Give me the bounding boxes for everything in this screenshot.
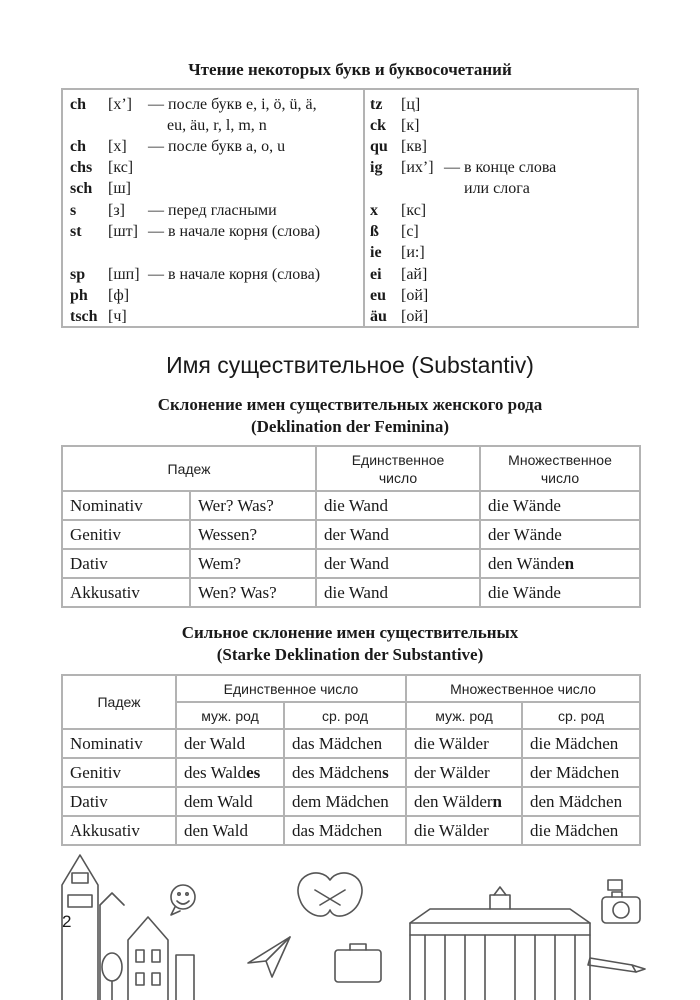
- letter: x: [370, 202, 378, 219]
- sound: [ой]: [401, 308, 429, 325]
- sg-neut: [284, 729, 406, 758]
- sg-masc-text: den Wald: [184, 820, 248, 840]
- sound: [шт]: [108, 223, 138, 240]
- camera-icon: [602, 880, 640, 923]
- strong-table: [61, 674, 641, 846]
- feminine-table: [61, 445, 641, 608]
- header-plural-masc: муж. род: [406, 702, 522, 729]
- pl-masc-text: der Wälder: [414, 762, 490, 782]
- case-name: Dativ: [62, 787, 176, 816]
- singular-form: der Wand: [316, 549, 480, 578]
- sound: [х’]: [108, 96, 132, 113]
- section-title: Имя существительное (Substantiv): [166, 352, 534, 378]
- pl-masc: [406, 787, 522, 816]
- letter: sp: [70, 266, 86, 283]
- pl-masc-text: die Wälder: [414, 733, 489, 753]
- case-question: Wen? Was?: [190, 578, 316, 607]
- sg-masc: [176, 729, 284, 758]
- letter: qu: [370, 138, 388, 155]
- pl-masc: [406, 758, 522, 787]
- sound: [их’]: [401, 159, 434, 176]
- letter: ei: [370, 266, 382, 283]
- tree-icon: [102, 953, 122, 1000]
- letter: tsch: [70, 308, 98, 325]
- church-icon: [128, 917, 194, 1000]
- letter: st: [70, 223, 82, 240]
- plural-form-text: die Wände: [488, 582, 561, 602]
- reading-title: Чтение некоторых букв и буквосочетаний: [188, 60, 512, 79]
- pl-masc-ending: n: [492, 791, 502, 811]
- sound: [шп]: [108, 266, 140, 283]
- singular-form: die Wand: [316, 491, 480, 520]
- sound: [х]: [108, 138, 127, 155]
- case-name: Dativ: [62, 549, 190, 578]
- singular-form: die Wand: [316, 578, 480, 607]
- sound: [кс]: [401, 202, 427, 219]
- reading-divider: [363, 90, 365, 326]
- sound: [кс]: [108, 159, 134, 176]
- brandenburg-gate-icon: [410, 887, 590, 1000]
- table-row: [62, 549, 640, 578]
- letter: ig: [370, 159, 383, 176]
- table-row: [62, 816, 640, 845]
- sg-masc-text: dem Wald: [184, 791, 253, 811]
- sound: [ой]: [401, 287, 429, 304]
- note: — в начале корня (слова): [148, 266, 321, 283]
- sg-neut-text: dem Mädchen: [292, 791, 389, 811]
- letter: sch: [70, 180, 93, 197]
- case-name: Akkusativ: [62, 816, 176, 845]
- sound: [з]: [108, 202, 125, 219]
- table-row: [62, 491, 640, 520]
- page-number: 2: [62, 912, 72, 931]
- sound: [ч]: [108, 308, 127, 325]
- pl-masc: [406, 729, 522, 758]
- plural-form-text: der Wände: [488, 524, 562, 544]
- header-plural-neut: ср. род: [522, 702, 640, 729]
- sound: [ай]: [401, 266, 428, 283]
- case-name: Genitiv: [62, 758, 176, 787]
- table-row: [62, 787, 640, 816]
- strong-title-line2: (Starke Deklination der Substantive): [216, 645, 484, 664]
- header-singular: Единственное число: [176, 675, 406, 702]
- sg-masc: [176, 816, 284, 845]
- case-question: Wem?: [190, 549, 316, 578]
- plural-form-text: den Wände: [488, 553, 565, 573]
- header-case: Падеж: [62, 675, 176, 729]
- header-case: Падеж: [62, 446, 316, 491]
- pl-neut: der Mädchen: [522, 758, 640, 787]
- pl-masc: [406, 816, 522, 845]
- letter: ph: [70, 287, 88, 304]
- sg-neut: [284, 758, 406, 787]
- paper-plane-icon: [248, 937, 290, 977]
- pencil-icon: [588, 958, 645, 972]
- letter: äu: [370, 308, 387, 325]
- sg-neut-text: des Mädchen: [292, 762, 383, 782]
- sg-neut-ending: s: [382, 762, 389, 782]
- strong-title-line1: Сильное склонение имен существительных: [181, 623, 519, 642]
- pl-masc-text: die Wälder: [414, 820, 489, 840]
- letter: ch: [70, 138, 86, 155]
- singular-form: der Wand: [316, 520, 480, 549]
- sg-masc-text: des Wald: [184, 762, 247, 782]
- sg-masc-ending: es: [246, 762, 261, 782]
- sound: [к]: [401, 117, 420, 134]
- table-row: [62, 578, 640, 607]
- plural-ending: n: [564, 553, 575, 573]
- sound: [ц]: [401, 96, 421, 113]
- letter: chs: [70, 159, 93, 176]
- feminine-title-line2: (Deklination der Feminina): [250, 417, 450, 436]
- plural-form: [480, 491, 640, 520]
- sound: [ф]: [108, 287, 130, 304]
- case-name: Nominativ: [62, 729, 176, 758]
- header-singular-neut: ср. род: [284, 702, 406, 729]
- letter: ch: [70, 96, 86, 113]
- letter: tz: [370, 96, 383, 113]
- header-plural: Множественное число: [480, 446, 640, 491]
- letter: eu: [370, 287, 386, 304]
- letter: ck: [370, 117, 386, 134]
- sound: [с]: [401, 223, 419, 240]
- sg-neut: [284, 787, 406, 816]
- plural-form: [480, 520, 640, 549]
- case-name: Nominativ: [62, 491, 190, 520]
- note: — в конце слова: [444, 159, 557, 176]
- case-question: Wessen?: [190, 520, 316, 549]
- reading-table: [61, 88, 639, 328]
- header-singular: Единственное число: [316, 446, 480, 491]
- note: — перед гласными: [148, 202, 277, 219]
- letter: ß: [370, 223, 379, 240]
- note-continued: eu, äu, r, l, m, n: [167, 117, 267, 134]
- plural-form-text: die Wände: [488, 495, 561, 515]
- sound: [кв]: [401, 138, 427, 155]
- feminine-title-line1: Склонение имен существительных женского рода: [157, 395, 543, 414]
- pl-neut: den Mädchen: [522, 787, 640, 816]
- smiley-icon: [171, 885, 195, 915]
- letter: s: [70, 202, 77, 219]
- pl-neut: die Mädchen: [522, 729, 640, 758]
- sg-masc: [176, 758, 284, 787]
- pretzel-icon: [298, 873, 362, 916]
- pl-neut: die Mädchen: [522, 816, 640, 845]
- sound: [и:]: [401, 244, 425, 261]
- sg-masc: [176, 787, 284, 816]
- pl-masc-text: den Wälder: [414, 791, 493, 811]
- header-singular-masc: муж. род: [176, 702, 284, 729]
- sg-masc-text: der Wald: [184, 733, 246, 753]
- suitcase-icon: [335, 944, 381, 982]
- sg-neut: [284, 816, 406, 845]
- table-row: [62, 520, 640, 549]
- letter: ie: [370, 244, 382, 261]
- note: — в начале корня (слова): [148, 223, 321, 240]
- header-plural: Множественное число: [406, 675, 640, 702]
- sound: [ш]: [108, 180, 131, 197]
- case-name: Akkusativ: [62, 578, 190, 607]
- sg-neut-text: das Mädchen: [292, 733, 383, 753]
- plural-form: [480, 578, 640, 607]
- case-name: Genitiv: [62, 520, 190, 549]
- case-question: Wer? Was?: [190, 491, 316, 520]
- note: — после букв a, o, u: [148, 138, 286, 155]
- table-row: [62, 729, 640, 758]
- note-continued: или слога: [464, 180, 530, 197]
- decorative-doodles: [0, 845, 700, 1000]
- plural-form: [480, 549, 640, 578]
- note: — после букв e, i, ö, ü, ä,: [148, 96, 317, 113]
- sg-neut-text: das Mädchen: [292, 820, 383, 840]
- table-header-row: [62, 675, 640, 702]
- table-header-row: [62, 446, 640, 491]
- table-row: [62, 758, 640, 787]
